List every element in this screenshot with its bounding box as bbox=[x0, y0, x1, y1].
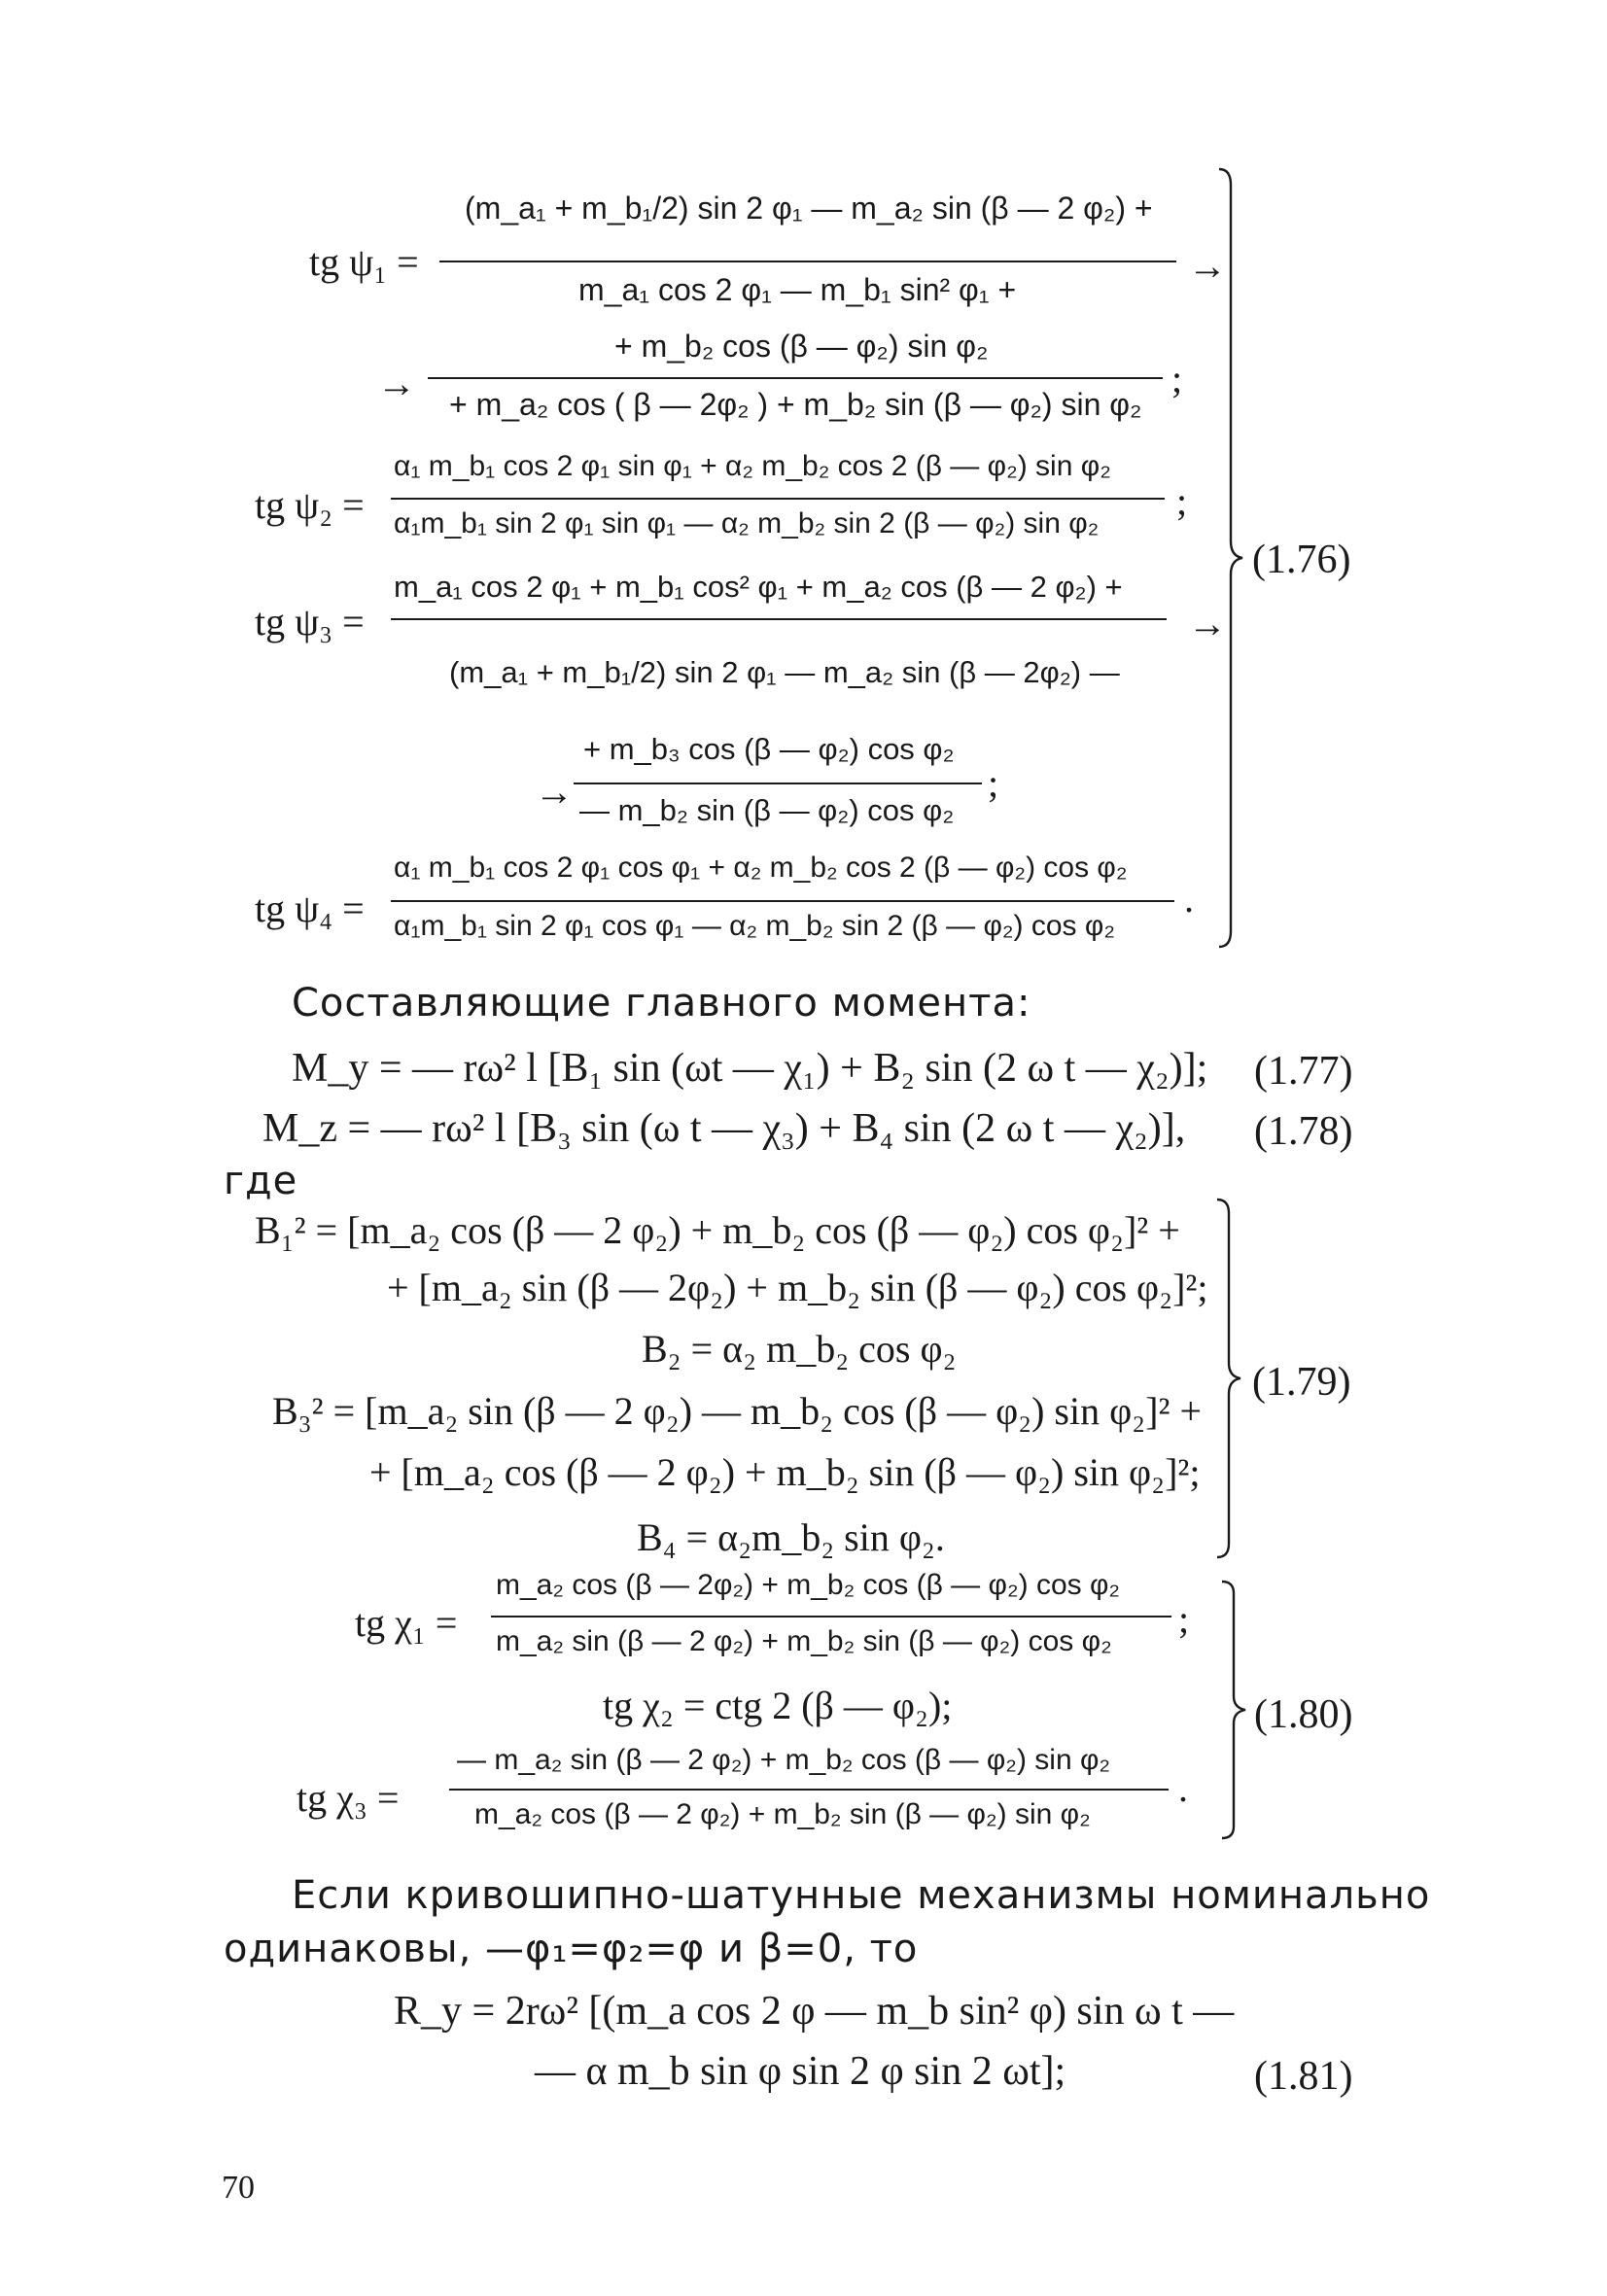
equation-line: + [m_a₂ cos (β — 2 φ₂) + m_b₂ sin (β — φ₂) sin φ₂]²; bbox=[369, 1450, 1201, 1494]
equation-number: (1.79) bbox=[1252, 1360, 1351, 1405]
equation-number: (1.81) bbox=[1254, 2054, 1353, 2099]
right-brace bbox=[1215, 1198, 1244, 1562]
right-brace bbox=[1220, 1580, 1249, 1840]
paragraph-line: одинаковы, —φ₁=φ₂=φ и β=0, то bbox=[224, 1927, 919, 1971]
psi3-label: tg ψ₃ = bbox=[255, 600, 365, 644]
psi1-cont-numerator: + m_b₂ cos (β — φ₂) sin φ₂ bbox=[614, 329, 989, 364]
fraction-bar bbox=[449, 1789, 1169, 1791]
equation-177: M_y = — rω² l [B₁ sin (ωt — χ₁) + B₂ sin (2 ω t — χ₂)]; bbox=[292, 1046, 1208, 1091]
continuation-arrow: → bbox=[377, 362, 416, 405]
equation-number: (1.78) bbox=[1254, 1109, 1353, 1154]
punctuation: . bbox=[1184, 877, 1194, 921]
psi4-numerator: α₁ m_b₁ cos 2 φ₁ cos φ₁ + α₂ m_b₂ cos 2 (β — φ₂) cos φ₂ bbox=[394, 852, 1128, 884]
fraction-bar bbox=[574, 783, 982, 784]
fraction-bar bbox=[428, 377, 1163, 379]
paragraph-line: Если кривошипно-шатунные механизмы номинально bbox=[292, 1873, 1431, 1918]
psi4-denominator: α₁m_b₁ sin 2 φ₁ cos φ₁ — α₂ m_b₂ sin 2 (β — φ₂) cos φ₂ bbox=[394, 910, 1115, 942]
page-number: 70 bbox=[222, 2170, 255, 2206]
psi4-label: tg ψ₄ = bbox=[255, 887, 365, 930]
equation-number: (1.77) bbox=[1254, 1049, 1353, 1094]
paragraph-line: где bbox=[224, 1159, 298, 1203]
psi2-numerator: α₁ m_b₁ cos 2 φ₁ sin φ₁ + α₂ m_b₂ cos 2 (β — φ₂) sin φ₂ bbox=[394, 450, 1111, 482]
psi3-denominator: (m_a₁ + m_b₁/2) sin 2 φ₁ — m_a₂ sin (β — 2φ₂) — bbox=[449, 655, 1120, 689]
fraction-bar bbox=[391, 498, 1165, 500]
psi1-cont-denominator: + m_a₂ cos ( β — 2φ₂ ) + m_b₂ sin (β — φ₂) sin φ₂ bbox=[449, 387, 1142, 422]
chi3-denominator: m_a₂ cos (β — 2 φ₂) + m_b₂ sin (β — φ₂) sin φ₂ bbox=[474, 1798, 1091, 1830]
chi3-label: tg χ₃ = bbox=[297, 1776, 400, 1820]
continuation-arrow: → bbox=[535, 770, 574, 814]
fraction-bar bbox=[439, 261, 1176, 262]
punctuation: ; bbox=[1178, 1597, 1190, 1641]
chi1-denominator: m_a₂ sin (β — 2 φ₂) + m_b₂ sin (β — φ₂) cos φ₂ bbox=[496, 1625, 1112, 1657]
equation-line: B₃² = [m_a₂ sin (β — 2 φ₂) — m_b₂ cos (β — φ₂) sin φ₂]² + bbox=[272, 1389, 1202, 1433]
punctuation: ; bbox=[1176, 479, 1188, 523]
equation-line: B₁² = [m_a₂ cos (β — 2 φ₂) + m_b₂ cos (β — φ₂) cos φ₂]² + bbox=[255, 1208, 1180, 1252]
psi1-label: tg ψ₁ = bbox=[309, 240, 419, 284]
psi1-numerator: (m_a₁ + m_b₁/2) sin 2 φ₁ — m_a₂ sin (β — 2 φ₂) + bbox=[465, 191, 1153, 226]
equation-line: + [m_a₂ sin (β — 2φ₂) + m_b₂ sin (β — φ₂) cos φ₂]²; bbox=[387, 1266, 1208, 1309]
chi2-equation: tg χ₂ = ctg 2 (β — φ₂); bbox=[603, 1684, 953, 1727]
punctuation: . bbox=[1178, 1766, 1188, 1810]
psi2-denominator: α₁m_b₁ sin 2 φ₁ sin φ₁ — α₂ m_b₂ sin 2 (β — φ₂) sin φ₂ bbox=[394, 507, 1100, 539]
continuation-arrow: → bbox=[1188, 602, 1227, 645]
equation-181-line2: — α m_b sin φ sin 2 φ sin 2 ωt]; bbox=[535, 2049, 1066, 2094]
psi2-label: tg ψ₂ = bbox=[255, 483, 365, 527]
punctuation: ; bbox=[1171, 357, 1183, 400]
chi3-numerator: — m_a₂ sin (β — 2 φ₂) + m_b₂ cos (β — φ₂) sin φ₂ bbox=[457, 1744, 1111, 1776]
equation-number: (1.80) bbox=[1254, 1692, 1353, 1737]
psi3-numerator: m_a₁ cos 2 φ₁ + m_b₁ cos² φ₁ + m_a₂ cos (β — 2 φ₂) + bbox=[394, 570, 1123, 604]
equation-178: M_z = — rω² l [B₃ sin (ω t — χ₃) + B₄ sin (2 ω t — χ₂)], bbox=[262, 1106, 1186, 1151]
equation-number: (1.76) bbox=[1252, 538, 1351, 582]
fraction-bar bbox=[391, 618, 1167, 620]
chi1-label: tg χ₁ = bbox=[355, 1601, 458, 1645]
equation-line: B₂ = α₂ m_b₂ cos φ₂ bbox=[642, 1327, 957, 1371]
psi1-denominator: m_a₁ cos 2 φ₁ — m_b₁ sin² φ₁ + bbox=[578, 272, 1017, 307]
punctuation: ; bbox=[988, 761, 999, 805]
fraction-bar bbox=[491, 1616, 1171, 1618]
equation-line: B₄ = α₂m_b₂ sin φ₂. bbox=[637, 1515, 945, 1559]
psi3-cont-numerator: + m_b₃ cos (β — φ₂) cos φ₂ bbox=[583, 732, 955, 766]
chi1-numerator: m_a₂ cos (β — 2φ₂) + m_b₂ cos (β — φ₂) cos φ₂ bbox=[496, 1569, 1121, 1601]
equation-181-line1: R_y = 2rω² [(m_a cos 2 φ — m_b sin² φ) sin ω t — bbox=[394, 1989, 1235, 2034]
continuation-arrow: → bbox=[1188, 244, 1227, 288]
paragraph-line: Составляющие главного момента: bbox=[292, 981, 1031, 1026]
fraction-bar bbox=[391, 900, 1174, 902]
right-brace bbox=[1217, 167, 1246, 950]
psi3-cont-denominator: — m_b₂ sin (β — φ₂) cos φ₂ bbox=[579, 793, 955, 827]
